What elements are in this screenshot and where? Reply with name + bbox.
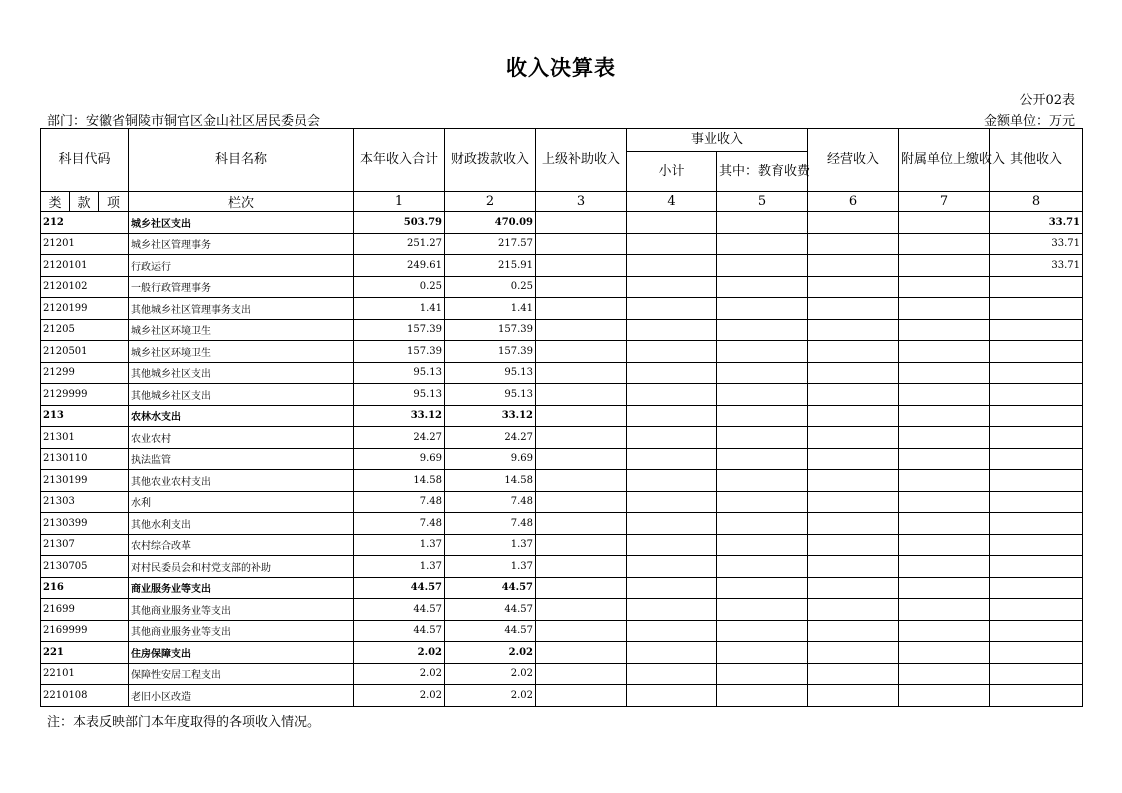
cell-fiscal: 470.09	[445, 212, 536, 234]
col-index-4: 4	[627, 192, 717, 212]
header-lanci: 栏次	[129, 192, 354, 212]
header-total: 本年收入合计	[354, 129, 445, 192]
cell-business-subtotal	[627, 255, 717, 277]
cell-operating	[808, 577, 899, 599]
cell-affiliated	[899, 341, 990, 363]
cell-operating	[808, 255, 899, 277]
cell-education	[717, 427, 808, 449]
header-row-1	[41, 129, 1083, 152]
cell-superior	[536, 362, 627, 384]
cell-business-subtotal	[627, 577, 717, 599]
cell-business-subtotal	[627, 470, 717, 492]
cell-education	[717, 556, 808, 578]
form-number: 公开02表	[1019, 93, 1075, 108]
cell-affiliated	[899, 556, 990, 578]
cell-fiscal: 1.41	[445, 298, 536, 320]
cell-fiscal: 95.13	[445, 384, 536, 406]
cell-name: 农业农村	[129, 427, 354, 449]
col-index-1: 1	[354, 192, 445, 212]
cell-superior	[536, 212, 627, 234]
cell-other	[990, 470, 1083, 492]
cell-other: 33.71	[990, 212, 1083, 234]
cell-business-subtotal	[627, 663, 717, 685]
cell-education	[717, 362, 808, 384]
cell-total: 1.41	[354, 298, 445, 320]
cell-education	[717, 491, 808, 513]
cell-operating	[808, 470, 899, 492]
table-row	[41, 599, 1083, 621]
column-index-row	[41, 192, 1083, 212]
cell-operating	[808, 491, 899, 513]
cell-superior	[536, 577, 627, 599]
cell-fiscal: 2.02	[445, 663, 536, 685]
cell-affiliated	[899, 534, 990, 556]
cell-total: 0.25	[354, 276, 445, 298]
cell-affiliated	[899, 577, 990, 599]
table-note: 注：本表反映部门本年度取得的各项收入情况。	[47, 715, 321, 730]
cell-operating	[808, 448, 899, 470]
cell-other: 33.71	[990, 255, 1083, 277]
header-education: 其中：教育收费	[717, 152, 808, 192]
cell-fiscal: 44.57	[445, 577, 536, 599]
header-xiang: 项	[99, 192, 129, 212]
cell-business-subtotal	[627, 212, 717, 234]
cell-superior	[536, 341, 627, 363]
cell-education	[717, 276, 808, 298]
cell-affiliated	[899, 384, 990, 406]
cell-affiliated	[899, 599, 990, 621]
cell-other	[990, 599, 1083, 621]
cell-code: 212	[41, 212, 129, 234]
cell-other	[990, 341, 1083, 363]
cell-name: 其他农业农村支出	[129, 470, 354, 492]
cell-total: 14.58	[354, 470, 445, 492]
cell-name: 水利	[129, 491, 354, 513]
cell-affiliated	[899, 298, 990, 320]
header-superior: 上级补助收入	[536, 129, 627, 192]
cell-other	[990, 685, 1083, 707]
cell-total: 249.61	[354, 255, 445, 277]
cell-affiliated	[899, 233, 990, 255]
cell-name: 城乡社区管理事务	[129, 233, 354, 255]
cell-business-subtotal	[627, 233, 717, 255]
cell-education	[717, 599, 808, 621]
cell-education	[717, 405, 808, 427]
cell-operating	[808, 362, 899, 384]
cell-business-subtotal	[627, 534, 717, 556]
cell-operating	[808, 599, 899, 621]
cell-operating	[808, 513, 899, 535]
cell-fiscal: 0.25	[445, 276, 536, 298]
cell-code: 21303	[41, 491, 129, 513]
cell-fiscal: 7.48	[445, 491, 536, 513]
cell-code: 21205	[41, 319, 129, 341]
cell-code: 216	[41, 577, 129, 599]
header-name: 科目名称	[129, 129, 354, 192]
cell-total: 2.02	[354, 663, 445, 685]
cell-name: 其他城乡社区管理事务支出	[129, 298, 354, 320]
cell-fiscal: 2.02	[445, 685, 536, 707]
cell-fiscal: 217.57	[445, 233, 536, 255]
cell-other	[990, 620, 1083, 642]
cell-superior	[536, 556, 627, 578]
table-row	[41, 620, 1083, 642]
cell-business-subtotal	[627, 599, 717, 621]
cell-business-subtotal	[627, 362, 717, 384]
cell-business-subtotal	[627, 276, 717, 298]
cell-name: 一般行政管理事务	[129, 276, 354, 298]
cell-business-subtotal	[627, 298, 717, 320]
cell-fiscal: 44.57	[445, 599, 536, 621]
cell-other	[990, 427, 1083, 449]
cell-other	[990, 577, 1083, 599]
cell-name: 城乡社区环境卫生	[129, 341, 354, 363]
cell-education	[717, 663, 808, 685]
cell-name: 行政运行	[129, 255, 354, 277]
cell-fiscal: 157.39	[445, 319, 536, 341]
table-row	[41, 319, 1083, 341]
cell-superior	[536, 685, 627, 707]
header-business: 事业收入	[627, 129, 808, 152]
cell-total: 95.13	[354, 362, 445, 384]
cell-superior	[536, 298, 627, 320]
cell-affiliated	[899, 362, 990, 384]
cell-affiliated	[899, 276, 990, 298]
col-index-7: 7	[899, 192, 990, 212]
cell-total: 157.39	[354, 341, 445, 363]
cell-business-subtotal	[627, 384, 717, 406]
cell-total: 2.02	[354, 685, 445, 707]
cell-other	[990, 384, 1083, 406]
col-index-2: 2	[445, 192, 536, 212]
cell-affiliated	[899, 470, 990, 492]
cell-name: 商业服务业等支出	[129, 577, 354, 599]
cell-fiscal: 157.39	[445, 341, 536, 363]
header-fiscal: 财政拨款收入	[445, 129, 536, 192]
table-body	[41, 212, 1083, 707]
cell-operating	[808, 298, 899, 320]
cell-education	[717, 341, 808, 363]
cell-superior	[536, 663, 627, 685]
cell-operating	[808, 384, 899, 406]
table-row	[41, 448, 1083, 470]
cell-fiscal: 1.37	[445, 534, 536, 556]
cell-education	[717, 448, 808, 470]
cell-fiscal: 44.57	[445, 620, 536, 642]
cell-affiliated	[899, 427, 990, 449]
cell-operating	[808, 341, 899, 363]
table-row	[41, 556, 1083, 578]
table-row	[41, 276, 1083, 298]
header-other: 其他收入	[990, 129, 1083, 192]
table-row	[41, 384, 1083, 406]
table-row	[41, 534, 1083, 556]
col-index-5: 5	[717, 192, 808, 212]
cell-affiliated	[899, 212, 990, 234]
cell-code: 2169999	[41, 620, 129, 642]
table-row	[41, 427, 1083, 449]
cell-name: 其他城乡社区支出	[129, 362, 354, 384]
table-row	[41, 233, 1083, 255]
cell-education	[717, 642, 808, 664]
cell-education	[717, 319, 808, 341]
table-row	[41, 405, 1083, 427]
cell-name: 其他水利支出	[129, 513, 354, 535]
cell-superior	[536, 255, 627, 277]
cell-code: 2130110	[41, 448, 129, 470]
cell-affiliated	[899, 255, 990, 277]
income-final-accounts-table	[40, 128, 1083, 707]
cell-code: 2120102	[41, 276, 129, 298]
cell-business-subtotal	[627, 448, 717, 470]
cell-name: 其他商业服务业等支出	[129, 599, 354, 621]
cell-code: 2120101	[41, 255, 129, 277]
cell-code: 2130199	[41, 470, 129, 492]
cell-operating	[808, 319, 899, 341]
cell-superior	[536, 599, 627, 621]
cell-operating	[808, 663, 899, 685]
cell-total: 7.48	[354, 491, 445, 513]
cell-business-subtotal	[627, 341, 717, 363]
cell-superior	[536, 448, 627, 470]
cell-code: 21301	[41, 427, 129, 449]
cell-other	[990, 556, 1083, 578]
cell-education	[717, 513, 808, 535]
cell-affiliated	[899, 685, 990, 707]
cell-total: 44.57	[354, 620, 445, 642]
cell-code: 2129999	[41, 384, 129, 406]
cell-total: 503.79	[354, 212, 445, 234]
cell-superior	[536, 642, 627, 664]
cell-superior	[536, 470, 627, 492]
cell-code: 21307	[41, 534, 129, 556]
cell-name: 老旧小区改造	[129, 685, 354, 707]
cell-code: 2130705	[41, 556, 129, 578]
cell-code: 2130399	[41, 513, 129, 535]
table-row	[41, 577, 1083, 599]
table-row	[41, 491, 1083, 513]
cell-superior	[536, 233, 627, 255]
cell-code: 21299	[41, 362, 129, 384]
cell-operating	[808, 233, 899, 255]
cell-affiliated	[899, 405, 990, 427]
table-row	[41, 298, 1083, 320]
cell-education	[717, 384, 808, 406]
cell-code: 213	[41, 405, 129, 427]
cell-name: 城乡社区环境卫生	[129, 319, 354, 341]
cell-operating	[808, 276, 899, 298]
col-index-6: 6	[808, 192, 899, 212]
cell-fiscal: 14.58	[445, 470, 536, 492]
table-row	[41, 341, 1083, 363]
cell-business-subtotal	[627, 427, 717, 449]
cell-education	[717, 212, 808, 234]
cell-other	[990, 534, 1083, 556]
cell-operating	[808, 212, 899, 234]
cell-operating	[808, 620, 899, 642]
cell-code: 2120199	[41, 298, 129, 320]
cell-operating	[808, 405, 899, 427]
cell-operating	[808, 685, 899, 707]
header-kuan: 款	[70, 192, 99, 212]
cell-code: 21699	[41, 599, 129, 621]
cell-total: 157.39	[354, 319, 445, 341]
cell-total: 24.27	[354, 427, 445, 449]
cell-affiliated	[899, 620, 990, 642]
cell-education	[717, 685, 808, 707]
cell-code: 2210108	[41, 685, 129, 707]
cell-total: 1.37	[354, 556, 445, 578]
cell-name: 农村综合改革	[129, 534, 354, 556]
cell-business-subtotal	[627, 513, 717, 535]
cell-other	[990, 319, 1083, 341]
cell-other	[990, 298, 1083, 320]
col-index-8: 8	[990, 192, 1083, 212]
cell-fiscal: 1.37	[445, 556, 536, 578]
table-row	[41, 642, 1083, 664]
cell-affiliated	[899, 319, 990, 341]
cell-name: 住房保障支出	[129, 642, 354, 664]
cell-superior	[536, 276, 627, 298]
cell-superior	[536, 513, 627, 535]
cell-business-subtotal	[627, 685, 717, 707]
cell-business-subtotal	[627, 620, 717, 642]
amount-unit-label: 金额单位：万元	[983, 114, 1075, 129]
cell-name: 对村民委员会和村党支部的补助	[129, 556, 354, 578]
cell-code: 21201	[41, 233, 129, 255]
cell-name: 其他商业服务业等支出	[129, 620, 354, 642]
cell-education	[717, 233, 808, 255]
cell-fiscal: 9.69	[445, 448, 536, 470]
cell-code: 221	[41, 642, 129, 664]
cell-total: 251.27	[354, 233, 445, 255]
cell-affiliated	[899, 513, 990, 535]
cell-name: 保障性安居工程支出	[129, 663, 354, 685]
cell-other	[990, 642, 1083, 664]
table-row	[41, 513, 1083, 535]
table-row	[41, 685, 1083, 707]
cell-other	[990, 513, 1083, 535]
cell-education	[717, 470, 808, 492]
cell-operating	[808, 556, 899, 578]
cell-name: 其他城乡社区支出	[129, 384, 354, 406]
cell-other	[990, 405, 1083, 427]
cell-other: 33.71	[990, 233, 1083, 255]
cell-education	[717, 255, 808, 277]
cell-name: 农林水支出	[129, 405, 354, 427]
cell-fiscal: 215.91	[445, 255, 536, 277]
table-row	[41, 663, 1083, 685]
cell-fiscal: 24.27	[445, 427, 536, 449]
cell-superior	[536, 319, 627, 341]
header-subtotal: 小计	[627, 152, 717, 192]
cell-superior	[536, 384, 627, 406]
header-operating: 经营收入	[808, 129, 899, 192]
table-row	[41, 212, 1083, 234]
cell-superior	[536, 534, 627, 556]
cell-total: 2.02	[354, 642, 445, 664]
cell-affiliated	[899, 642, 990, 664]
header-affiliated: 附属单位上缴收入	[899, 129, 990, 192]
cell-code: 2120501	[41, 341, 129, 363]
cell-name: 城乡社区支出	[129, 212, 354, 234]
cell-other	[990, 276, 1083, 298]
cell-fiscal: 95.13	[445, 362, 536, 384]
header-code: 科目代码	[41, 129, 129, 192]
page-title: 收入决算表	[506, 56, 616, 80]
header-lei: 类	[41, 192, 70, 212]
table-row	[41, 362, 1083, 384]
department-label: 部门：安徽省铜陵市铜官区金山社区居民委员会	[47, 114, 321, 129]
cell-total: 9.69	[354, 448, 445, 470]
table-row	[41, 470, 1083, 492]
cell-total: 7.48	[354, 513, 445, 535]
col-index-3: 3	[536, 192, 627, 212]
cell-affiliated	[899, 663, 990, 685]
cell-other	[990, 663, 1083, 685]
cell-business-subtotal	[627, 319, 717, 341]
cell-code: 22101	[41, 663, 129, 685]
table-row	[41, 255, 1083, 277]
cell-affiliated	[899, 491, 990, 513]
cell-operating	[808, 427, 899, 449]
cell-total: 44.57	[354, 577, 445, 599]
cell-fiscal: 33.12	[445, 405, 536, 427]
cell-fiscal: 2.02	[445, 642, 536, 664]
cell-business-subtotal	[627, 491, 717, 513]
cell-superior	[536, 620, 627, 642]
cell-total: 33.12	[354, 405, 445, 427]
cell-education	[717, 298, 808, 320]
cell-total: 95.13	[354, 384, 445, 406]
cell-business-subtotal	[627, 556, 717, 578]
cell-superior	[536, 491, 627, 513]
cell-superior	[536, 427, 627, 449]
cell-business-subtotal	[627, 642, 717, 664]
cell-other	[990, 448, 1083, 470]
cell-operating	[808, 534, 899, 556]
cell-total: 44.57	[354, 599, 445, 621]
cell-superior	[536, 405, 627, 427]
cell-operating	[808, 642, 899, 664]
cell-other	[990, 362, 1083, 384]
cell-education	[717, 620, 808, 642]
cell-other	[990, 491, 1083, 513]
cell-affiliated	[899, 448, 990, 470]
cell-fiscal: 7.48	[445, 513, 536, 535]
cell-education	[717, 577, 808, 599]
cell-education	[717, 534, 808, 556]
cell-business-subtotal	[627, 405, 717, 427]
cell-name: 执法监管	[129, 448, 354, 470]
cell-total: 1.37	[354, 534, 445, 556]
